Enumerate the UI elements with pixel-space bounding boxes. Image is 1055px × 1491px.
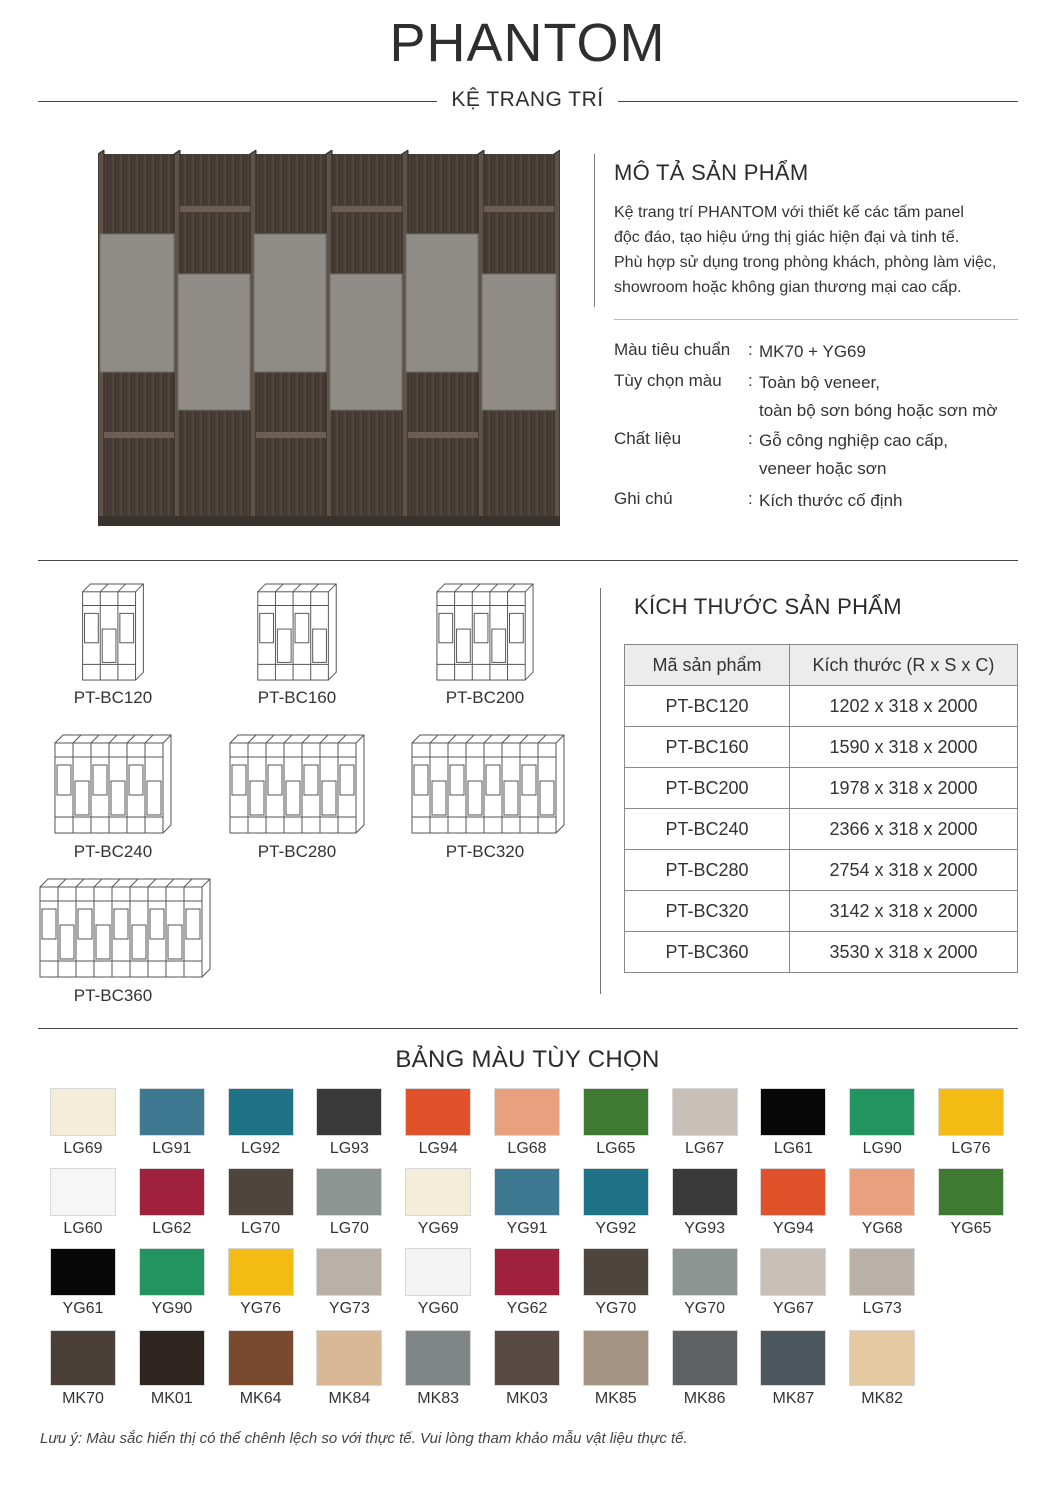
swatch-chip <box>405 1168 471 1216</box>
swatch-code: LG93 <box>329 1140 369 1157</box>
swatch-chip <box>50 1088 116 1136</box>
swatch-code: LG69 <box>63 1140 103 1157</box>
color-swatch <box>494 1088 560 1158</box>
swatch-code: YG91 <box>506 1220 548 1237</box>
spec-value <box>759 369 998 425</box>
color-swatch <box>938 1088 1004 1158</box>
product-code-cell: PT-BC160 <box>625 727 790 768</box>
spec-label: Chất liệu <box>614 429 682 448</box>
swatch-chip <box>760 1088 826 1136</box>
swatch-chip <box>139 1088 205 1136</box>
specs-divider <box>614 319 1018 320</box>
variant-drawing <box>410 732 566 836</box>
swatch-chip <box>405 1088 471 1136</box>
color-swatch <box>50 1088 116 1158</box>
disclaimer-note: Lưu ý: Màu sắc hiển thị có thể chênh lệch so với thực tế. Vui lòng tham khảo mẫu vật liệu thực tế. <box>40 1430 688 1447</box>
color-swatch <box>849 1330 915 1408</box>
description-text <box>614 200 1034 300</box>
subtitle-text: KỆ TRANG TRÍ <box>437 88 617 111</box>
color-swatch <box>139 1168 205 1238</box>
product-code-cell: PT-BC240 <box>625 809 790 850</box>
table-header-row <box>625 645 1018 686</box>
swatch-chip <box>938 1168 1004 1216</box>
color-swatch <box>50 1330 116 1408</box>
swatch-chip <box>228 1088 294 1136</box>
table-row <box>625 850 1018 891</box>
swatch-code: LG90 <box>862 1140 902 1157</box>
swatch-code: LG65 <box>596 1140 636 1157</box>
swatch-code: MK83 <box>417 1390 460 1407</box>
dimensions-heading: KÍCH THƯỚC SẢN PHẨM <box>634 594 902 619</box>
spec-label: Màu tiêu chuẩn <box>614 340 731 359</box>
color-swatch <box>849 1088 915 1158</box>
swatch-chip <box>849 1248 915 1296</box>
spec-value-line: toàn bộ sơn bóng hoặc sơn mờ <box>759 401 998 420</box>
variant-item <box>38 582 188 708</box>
spec-value-line: veneer hoặc sơn <box>759 459 887 478</box>
variant-code: PT-BC280 <box>257 842 337 861</box>
color-swatch <box>405 1088 471 1158</box>
spec-label: Tùy chọn màu <box>614 371 722 390</box>
color-swatch <box>316 1248 382 1318</box>
swatch-chip <box>583 1330 649 1386</box>
color-swatch <box>228 1168 294 1238</box>
swatch-chip <box>228 1330 294 1386</box>
spec-value <box>759 427 948 483</box>
variant-code: PT-BC120 <box>73 688 153 707</box>
dimension-cell: 2754 x 318 x 2000 <box>790 850 1018 891</box>
swatch-code: LG62 <box>152 1220 192 1237</box>
swatch-chip <box>405 1248 471 1296</box>
swatch-code: MK03 <box>506 1390 548 1407</box>
product-image <box>98 150 560 526</box>
description-line: showroom hoặc không gian thương mại cao cấp. <box>614 279 962 296</box>
spec-colon: : <box>748 371 753 390</box>
product-code-cell: PT-BC280 <box>625 850 790 891</box>
dimension-cell: 2366 x 318 x 2000 <box>790 809 1018 850</box>
swatch-code: YG61 <box>62 1300 104 1317</box>
color-swatch <box>228 1088 294 1158</box>
dimensions-table <box>624 644 1018 973</box>
swatch-code: MK86 <box>683 1390 726 1407</box>
swatch-chip <box>494 1330 560 1386</box>
dimension-cell: 1590 x 318 x 2000 <box>790 727 1018 768</box>
dimensions-table-body <box>625 686 1018 973</box>
swatch-code: MK01 <box>150 1390 193 1407</box>
color-swatch <box>228 1248 294 1318</box>
description-line: độc đáo, tạo hiệu ứng thị giác hiện đại và tinh tế. <box>614 229 960 246</box>
variant-code: PT-BC320 <box>445 842 525 861</box>
product-code-cell: PT-BC200 <box>625 768 790 809</box>
swatch-code: LG73 <box>862 1300 902 1317</box>
swatch-chip <box>316 1168 382 1216</box>
section-divider <box>38 1028 1018 1029</box>
description-divider <box>594 154 595 307</box>
swatch-chip <box>672 1168 738 1216</box>
swatch-chip <box>316 1088 382 1136</box>
variant-drawing <box>228 732 366 836</box>
swatch-code: LG70 <box>241 1220 281 1237</box>
variant-drawing <box>53 732 173 836</box>
column-header: Kích thước (R x S x C) <box>790 645 1018 686</box>
variant-code: PT-BC240 <box>73 842 153 861</box>
description-line: Phù hợp sử dụng trong phòng khách, phòng làm việc, <box>614 254 997 271</box>
color-swatch <box>494 1168 560 1238</box>
swatch-code: MK84 <box>328 1390 371 1407</box>
color-swatch <box>938 1168 1004 1238</box>
color-swatch <box>228 1330 294 1408</box>
color-swatch <box>760 1088 826 1158</box>
swatch-code: YG60 <box>417 1300 459 1317</box>
swatch-code: LG67 <box>685 1140 725 1157</box>
spec-value-line: Gỗ công nghiệp cao cấp, <box>759 431 949 450</box>
color-swatch <box>405 1168 471 1238</box>
color-swatch <box>316 1088 382 1158</box>
swatch-chip <box>849 1088 915 1136</box>
swatch-chip <box>583 1168 649 1216</box>
swatch-chip <box>672 1330 738 1386</box>
swatch-code: LG94 <box>418 1140 458 1157</box>
spec-value-line: Kích thước cố định <box>759 491 903 510</box>
color-swatch <box>672 1088 738 1158</box>
color-swatch <box>405 1330 471 1408</box>
swatch-code: LG61 <box>773 1140 813 1157</box>
color-swatch <box>583 1088 649 1158</box>
swatch-code: YG65 <box>950 1220 992 1237</box>
swatch-chip <box>849 1330 915 1386</box>
spec-label: Ghi chú <box>614 489 673 508</box>
swatch-code: YG62 <box>506 1300 548 1317</box>
swatch-chip <box>50 1248 116 1296</box>
table-row <box>625 809 1018 850</box>
swatch-code: YG70 <box>684 1300 726 1317</box>
swatch-code: LG91 <box>152 1140 192 1157</box>
swatch-chip <box>405 1330 471 1386</box>
color-swatch <box>672 1330 738 1408</box>
table-row <box>625 768 1018 809</box>
swatch-code: YG69 <box>417 1220 459 1237</box>
variant-drawing <box>80 582 146 682</box>
swatch-code: YG93 <box>684 1220 726 1237</box>
color-swatch <box>583 1168 649 1238</box>
dimension-cell: 1202 x 318 x 2000 <box>790 686 1018 727</box>
variant-drawing <box>255 582 339 682</box>
swatch-code: MK82 <box>861 1390 904 1407</box>
variant-item <box>410 732 560 862</box>
variant-item <box>38 732 188 862</box>
dimension-cell: 3530 x 318 x 2000 <box>790 932 1018 973</box>
page-subtitle <box>0 88 1055 112</box>
product-code-cell: PT-BC120 <box>625 686 790 727</box>
table-row <box>625 686 1018 727</box>
description-heading: MÔ TẢ SẢN PHẨM <box>614 160 809 185</box>
color-swatch <box>583 1330 649 1408</box>
table-row <box>625 727 1018 768</box>
swatch-code: MK87 <box>772 1390 815 1407</box>
swatch-chip <box>494 1248 560 1296</box>
swatch-code: LG92 <box>241 1140 281 1157</box>
color-swatch <box>494 1330 560 1408</box>
color-swatch <box>760 1330 826 1408</box>
variant-drawing <box>434 582 536 682</box>
variant-item <box>410 582 560 708</box>
swatch-chip <box>139 1330 205 1386</box>
page-title: PHANTOM <box>389 13 666 73</box>
color-swatch <box>50 1168 116 1238</box>
spec-value <box>759 487 903 515</box>
color-swatch <box>316 1330 382 1408</box>
swatch-code: LG76 <box>951 1140 991 1157</box>
swatch-chip <box>50 1330 116 1386</box>
variant-item <box>38 876 188 1006</box>
swatch-chip <box>228 1168 294 1216</box>
swatch-code: LG70 <box>329 1220 369 1237</box>
swatch-chip <box>760 1168 826 1216</box>
swatch-code: MK64 <box>239 1390 282 1407</box>
swatch-chip <box>494 1088 560 1136</box>
color-swatch <box>672 1248 738 1318</box>
swatch-code: LG60 <box>63 1220 103 1237</box>
swatch-code: MK70 <box>62 1390 104 1407</box>
spec-colon: : <box>748 489 753 508</box>
swatch-chip <box>849 1168 915 1216</box>
color-swatch <box>849 1248 915 1318</box>
color-swatch <box>405 1248 471 1318</box>
dimensions-divider <box>600 588 601 994</box>
product-code-cell: PT-BC320 <box>625 891 790 932</box>
column-header: Mã sản phẩm <box>625 645 790 686</box>
product-code-cell: PT-BC360 <box>625 932 790 973</box>
color-swatch <box>139 1248 205 1318</box>
color-swatch <box>316 1168 382 1238</box>
swatch-chip <box>316 1330 382 1386</box>
swatch-code: YG67 <box>772 1300 814 1317</box>
swatch-code: YG70 <box>595 1300 637 1317</box>
description-line: Kệ trang trí PHANTOM với thiết kế các tấm panel <box>614 204 964 221</box>
table-row <box>625 891 1018 932</box>
swatch-code: YG94 <box>772 1220 814 1237</box>
color-swatch <box>139 1330 205 1408</box>
swatch-chip <box>494 1168 560 1216</box>
spec-value-line: MK70 + YG69 <box>759 342 866 361</box>
dimension-cell: 1978 x 318 x 2000 <box>790 768 1018 809</box>
variant-code: PT-BC200 <box>445 688 525 707</box>
swatch-code: YG76 <box>240 1300 282 1317</box>
swatch-chip <box>760 1330 826 1386</box>
swatch-chip <box>139 1168 205 1216</box>
color-swatch <box>760 1248 826 1318</box>
spec-value-line: Toàn bộ veneer, <box>759 373 880 392</box>
swatch-chip <box>672 1088 738 1136</box>
swatch-code: YG90 <box>151 1300 193 1317</box>
swatch-code: MK85 <box>594 1390 637 1407</box>
variant-item <box>222 582 372 708</box>
swatch-code: YG92 <box>595 1220 637 1237</box>
color-swatch <box>583 1248 649 1318</box>
swatch-chip <box>672 1248 738 1296</box>
dimension-cell: 3142 x 318 x 2000 <box>790 891 1018 932</box>
swatch-code: LG68 <box>507 1140 547 1157</box>
color-swatch <box>672 1168 738 1238</box>
swatch-chip <box>583 1248 649 1296</box>
swatch-chip <box>50 1168 116 1216</box>
swatch-chip <box>139 1248 205 1296</box>
variant-code: PT-BC160 <box>257 688 337 707</box>
swatch-code: YG68 <box>861 1220 903 1237</box>
color-swatch <box>50 1248 116 1318</box>
color-swatch <box>494 1248 560 1318</box>
color-swatch <box>760 1168 826 1238</box>
color-swatch <box>139 1088 205 1158</box>
swatch-chip <box>938 1088 1004 1136</box>
swatch-code: YG73 <box>328 1300 370 1317</box>
spec-value <box>759 338 866 366</box>
palette-heading: BẢNG MÀU TÙY CHỌN <box>395 1046 660 1073</box>
swatch-chip <box>760 1248 826 1296</box>
swatch-chip <box>583 1088 649 1136</box>
color-swatch <box>849 1168 915 1238</box>
variant-item <box>222 732 372 862</box>
swatch-chip <box>316 1248 382 1296</box>
variant-drawing <box>38 876 212 980</box>
spec-colon: : <box>748 429 753 448</box>
swatch-chip <box>228 1248 294 1296</box>
spec-colon: : <box>748 340 753 359</box>
table-row <box>625 932 1018 973</box>
variant-code: PT-BC360 <box>73 986 153 1005</box>
section-divider <box>38 560 1018 561</box>
